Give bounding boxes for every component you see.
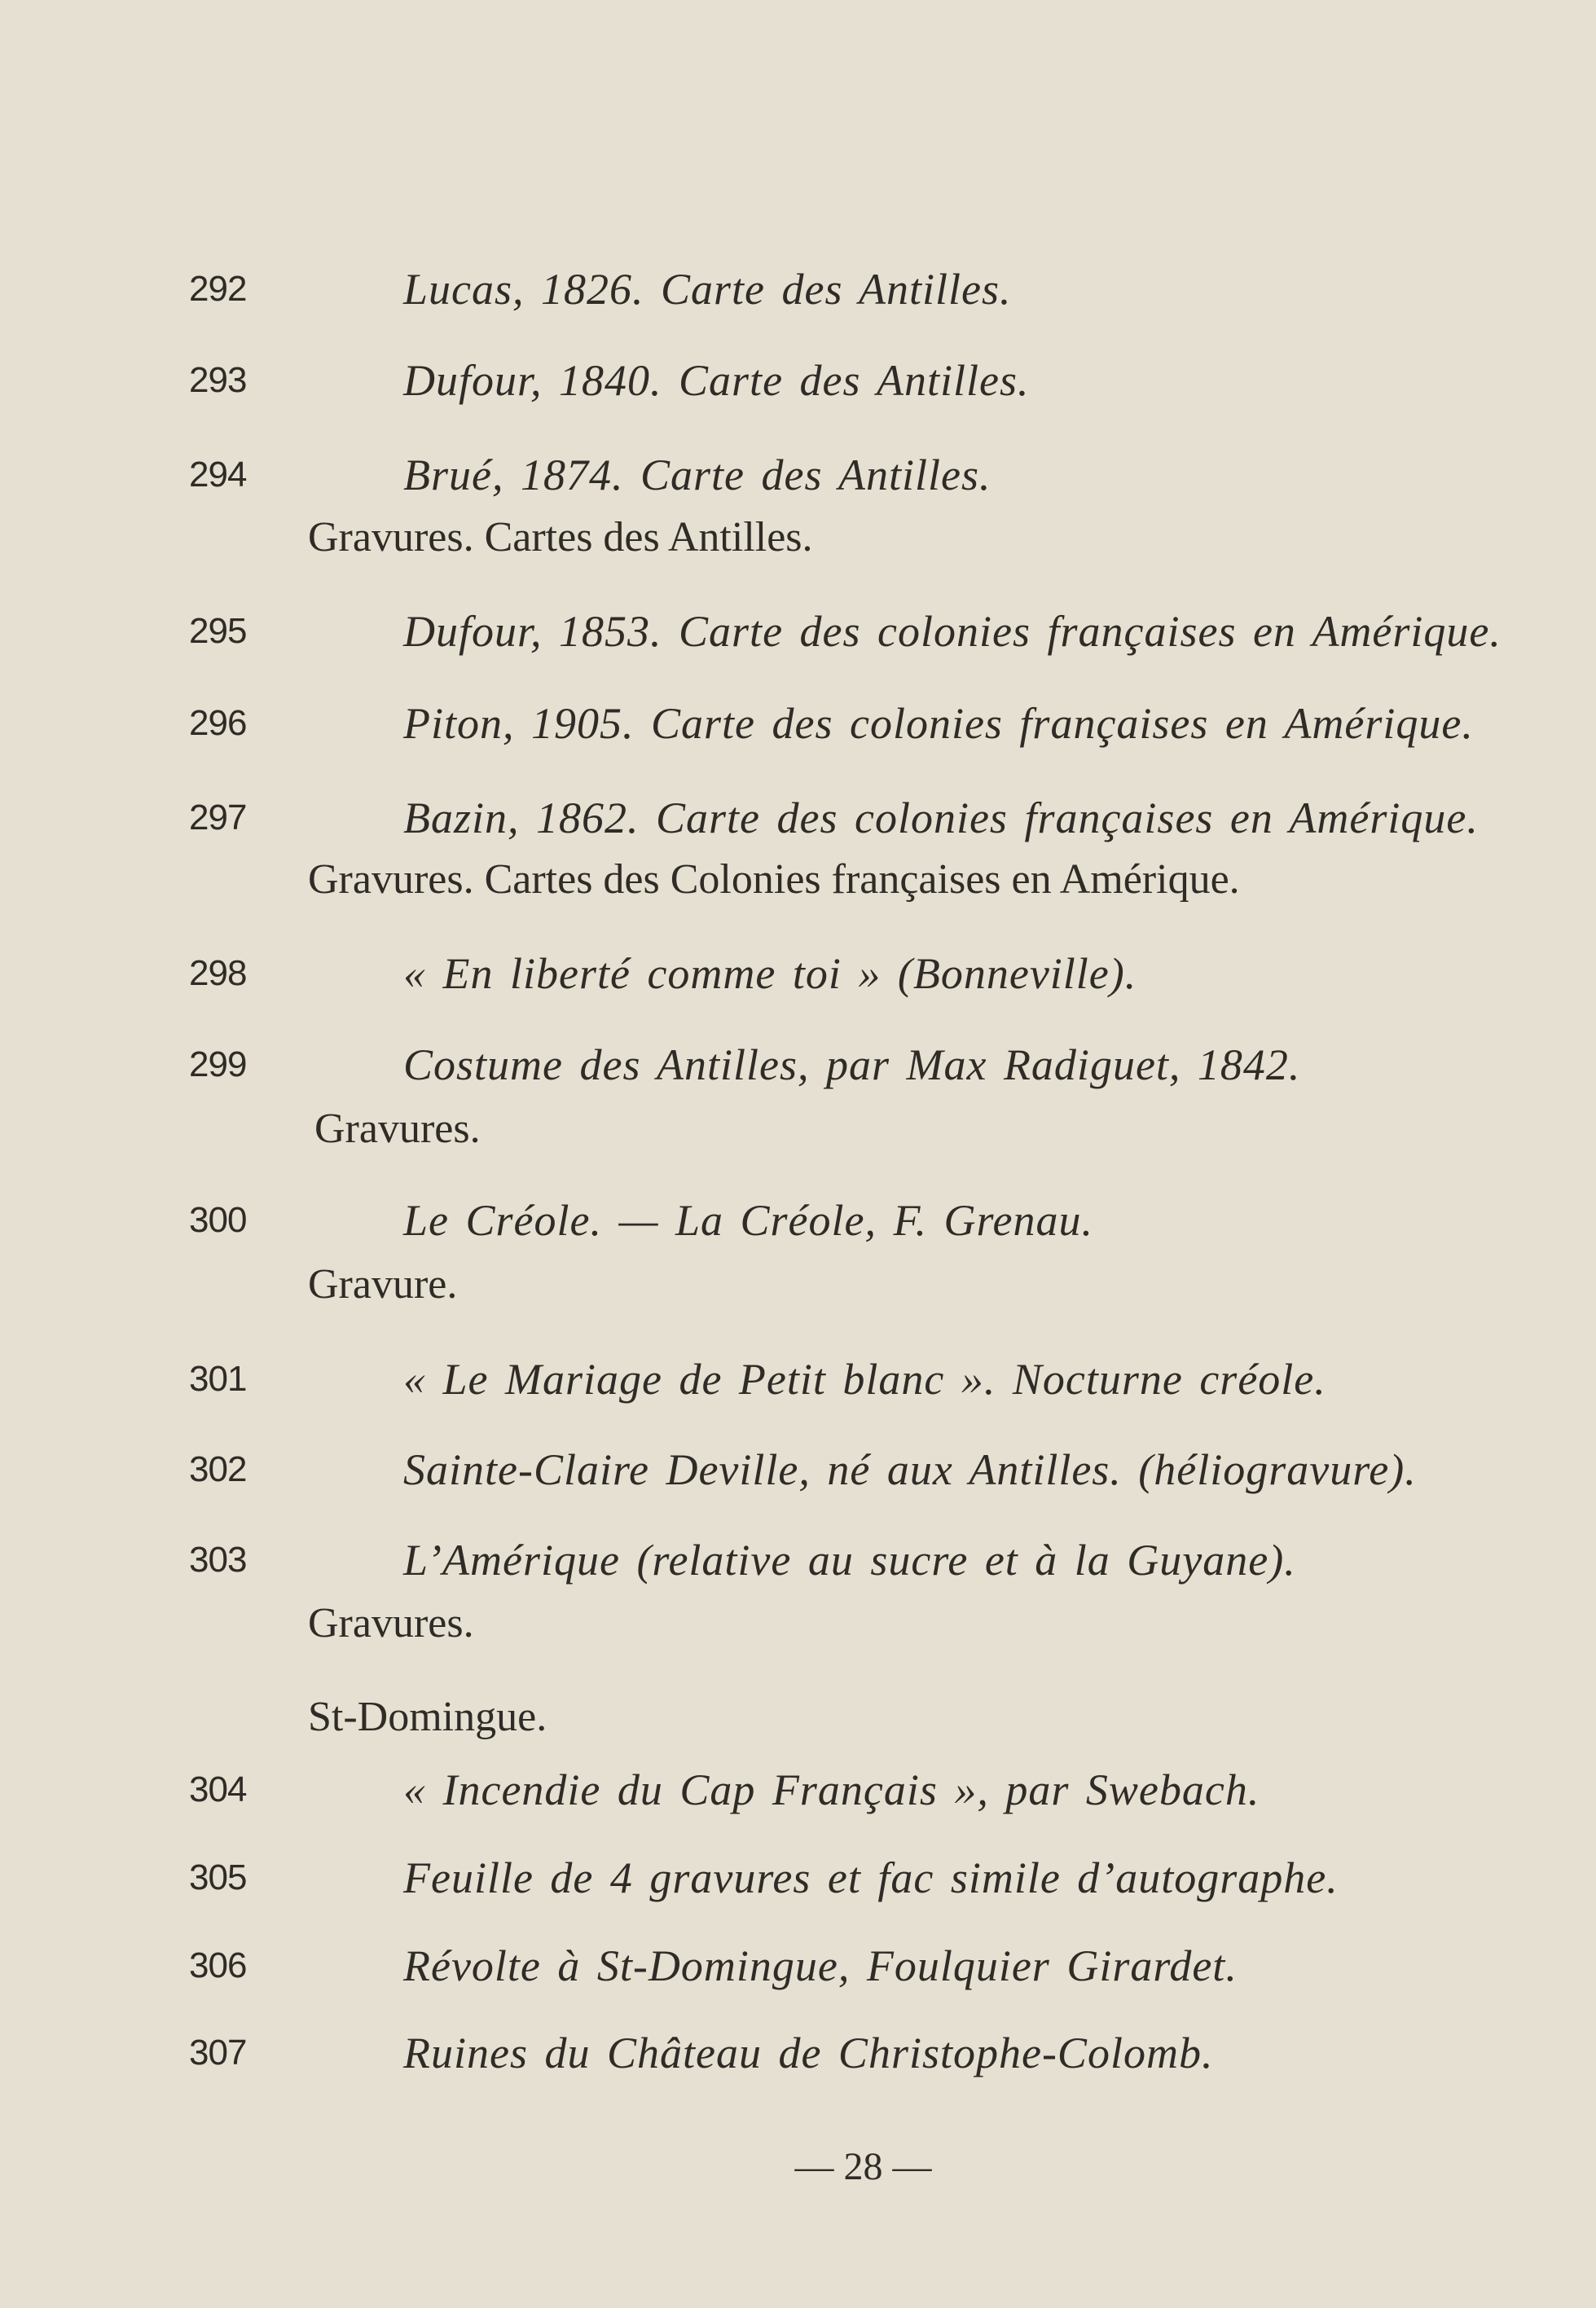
entry-number: 297	[189, 798, 247, 837]
section-caption: Gravures.	[314, 1106, 481, 1152]
entry-number: 298	[189, 953, 247, 993]
list-item	[0, 1196, 1596, 1269]
entry-number: 300	[189, 1200, 247, 1240]
entry-text: Costume des Antilles, par Max Radiguet, 1842.	[403, 1040, 1301, 1089]
entry-text: « Incendie du Cap Français », par Swebach.	[403, 1765, 1260, 1814]
entry-number: 301	[189, 1359, 247, 1399]
section-heading: St-Domingue.	[308, 1694, 547, 1740]
list-item	[0, 1355, 1596, 1428]
entry-text: Ruines du Château de Christophe-Colomb.	[403, 2029, 1214, 2077]
entry-text: Lucas, 1826. Carte des Antilles.	[403, 265, 1012, 314]
entry-text: Le Créole. — La Créole, F. Grenau.	[403, 1196, 1093, 1245]
section-caption: Gravures. Cartes des Colonies françaises en Amérique.	[308, 856, 1240, 903]
entry-text: Révolte à St-Domingue, Foulquier Girardet.	[403, 1941, 1238, 1990]
list-item	[0, 1445, 1596, 1519]
page-number: — 28 —	[794, 2145, 932, 2188]
list-item	[0, 356, 1596, 429]
list-item	[0, 607, 1596, 680]
entry-number: 292	[189, 269, 247, 309]
entry-text: L’Amérique (relative au sucre et à la Guyane).	[403, 1536, 1296, 1585]
entry-text: Sainte-Claire Deville, né aux Antilles. (héliogravure).	[403, 1445, 1417, 1494]
entry-number: 294	[189, 455, 247, 495]
list-item	[0, 949, 1596, 1022]
entry-text: « En liberté comme toi » (Bonneville).	[403, 949, 1137, 998]
section-caption: Gravures. Cartes des Antilles.	[308, 514, 813, 561]
entry-number: 299	[189, 1044, 247, 1084]
list-item	[0, 699, 1596, 772]
entry-text: Feuille de 4 gravures et fac simile d’autographe.	[403, 1853, 1339, 1902]
entry-text: « Le Mariage de Petit blanc ». Nocturne créole.	[403, 1355, 1326, 1404]
entry-text: Piton, 1905. Carte des colonies françaises en Amérique.	[403, 699, 1474, 748]
list-item	[0, 1040, 1596, 1114]
list-item	[0, 2029, 1596, 2102]
entry-text: Dufour, 1840. Carte des Antilles.	[403, 356, 1030, 405]
entry-number: 302	[189, 1449, 247, 1489]
entry-number: 307	[189, 2033, 247, 2073]
list-item	[0, 1536, 1596, 1609]
list-item	[0, 1853, 1596, 1927]
list-item	[0, 1941, 1596, 2015]
entry-number: 303	[189, 1540, 247, 1580]
section-caption: Gravures.	[308, 1600, 474, 1646]
entry-number: 305	[189, 1857, 247, 1897]
entry-number: 293	[189, 360, 247, 400]
section-caption: Gravure.	[308, 1261, 458, 1308]
entry-number: 304	[189, 1769, 247, 1809]
entry-number: 306	[189, 1945, 247, 1985]
entry-text: Brué, 1874. Carte des Antilles.	[403, 451, 991, 499]
list-item	[0, 1765, 1596, 1839]
list-item	[0, 265, 1596, 338]
entry-number: 295	[189, 611, 247, 651]
entry-text: Bazin, 1862. Carte des colonies françaises en Amérique.	[403, 794, 1479, 842]
entry-text: Dufour, 1853. Carte des colonies françaises en Amérique.	[403, 607, 1501, 656]
entry-number: 296	[189, 703, 247, 743]
